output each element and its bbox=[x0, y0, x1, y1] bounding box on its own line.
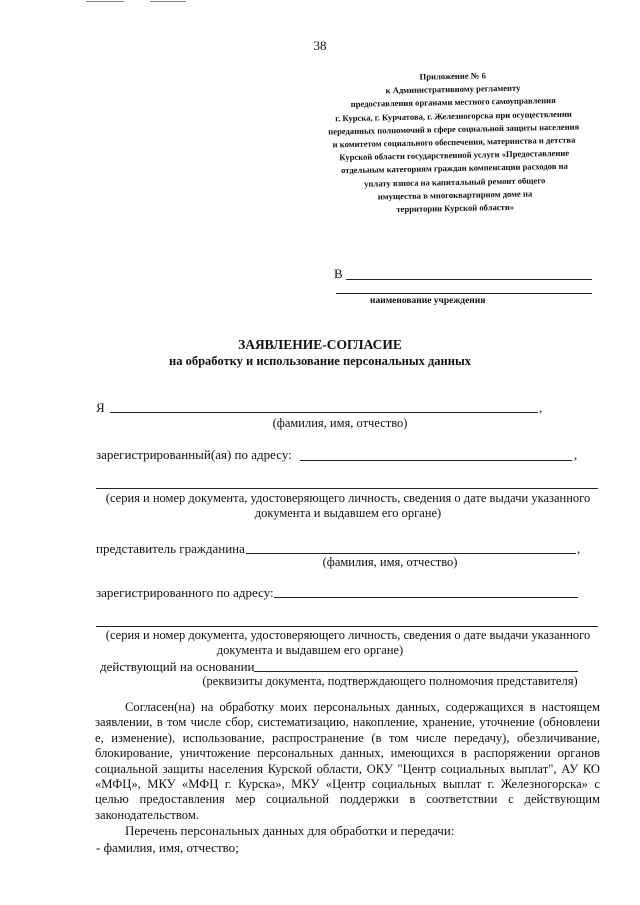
representative-label: представитель гражданина bbox=[96, 541, 245, 556]
document-title: ЗАЯВЛЕНИЕ-СОГЛАСИЕ bbox=[238, 337, 402, 352]
appendix-line: к Административному регламенту bbox=[385, 82, 521, 96]
recipient-field[interactable] bbox=[346, 279, 592, 280]
identity-document-field[interactable] bbox=[96, 488, 598, 489]
identity-document-caption-2: документа и выдавшем его органе) bbox=[254, 506, 442, 520]
appendix-header bbox=[269, 66, 640, 218]
representative-document-caption-1: (серия и номер документа, удостоверяющего личность, сведения о дате выдачи указанного bbox=[105, 628, 591, 642]
fio-field[interactable] bbox=[110, 412, 538, 413]
list-item: - фамилия, имя, отчество; bbox=[96, 840, 239, 855]
document-subtitle: на обработку и использование персональных данных bbox=[169, 354, 471, 368]
scan-mark bbox=[150, 1, 186, 2]
fio-caption: (фамилия, имя, отчество) bbox=[272, 416, 408, 430]
scan-mark bbox=[86, 1, 124, 2]
basis-label: действующий на основании bbox=[100, 659, 255, 674]
list-heading: Перечень персональных данных для обработки и передачи: bbox=[125, 823, 455, 838]
recipient-field-line-2[interactable] bbox=[336, 293, 592, 294]
appendix-line: Приложение № 6 bbox=[419, 70, 486, 82]
appendix-line: Курской области государственной услуги «Предоставление bbox=[339, 148, 570, 163]
appendix-line: и комитетом социального обеспечения, материнства и детства bbox=[332, 134, 576, 150]
basis-field[interactable] bbox=[254, 671, 578, 672]
identity-document-caption-1: (серия и номер документа, удостоверяющего личность, сведения о дате выдачи указанного bbox=[105, 491, 591, 505]
representative-fio-caption: (фамилия, имя, отчество) bbox=[322, 555, 458, 569]
appendix-line: отдельным категориям граждан компенсации расходов на bbox=[341, 161, 568, 176]
comma: , bbox=[539, 400, 543, 415]
representative-fio-field[interactable] bbox=[246, 553, 576, 554]
appendix-line: предоставления органами местного самоуправления bbox=[350, 95, 556, 110]
page-number: 38 bbox=[313, 38, 327, 53]
representative-document-field[interactable] bbox=[96, 626, 598, 627]
recipient-caption: наименование учреждения bbox=[370, 296, 486, 306]
representative-address-field[interactable] bbox=[274, 597, 578, 598]
appendix-line: г. Курска, г. Курчатова, г. Железногорска при осуществлении bbox=[335, 108, 572, 123]
appendix-line: переданных полномочий в сфере социальной защиты населения bbox=[328, 121, 580, 137]
comma: , bbox=[574, 447, 578, 462]
representative-document-caption-2: документа и выдавшем его органе) bbox=[216, 643, 404, 657]
basis-caption: (реквизиты документа, подтверждающего полномочия представителя) bbox=[202, 674, 578, 688]
appendix-line: имущества в многоквартирном доме на bbox=[377, 188, 533, 202]
representative-registered-label: зарегистрированного по адресу: bbox=[96, 585, 274, 600]
recipient-prefix: В bbox=[334, 266, 343, 281]
consent-paragraph: Согласен(на) на обработку моих персональных данных, содержащихся в настоящем заявлении, в том числе сбор, систематизацию, накопление, хранение, уточнение (обновлени е, изменение), использование, распространение (в том числе передачу), обезличивание, блокирование, уничтожение персональных данных, имеющихся в распоряжении органов социальной защиты населения Курской области, ОКУ "Центр социальных выплат", АУ КО «МФЦ», МКУ «МФЦ г. Курска», МКУ «Центр социальных выплат г. Железногорска» с целью предоставления мер социальной поддержки в соответствии с действующим законодательством. bbox=[95, 700, 600, 822]
registered-address-field[interactable] bbox=[300, 460, 572, 461]
comma: , bbox=[577, 541, 581, 556]
i-label: Я bbox=[96, 400, 105, 415]
appendix-line: территории Курской области» bbox=[396, 201, 515, 215]
registered-label: зарегистрированный(ая) по адресу: bbox=[96, 447, 292, 462]
appendix-line: уплату взноса на капитальный ремонт общего bbox=[364, 174, 546, 189]
